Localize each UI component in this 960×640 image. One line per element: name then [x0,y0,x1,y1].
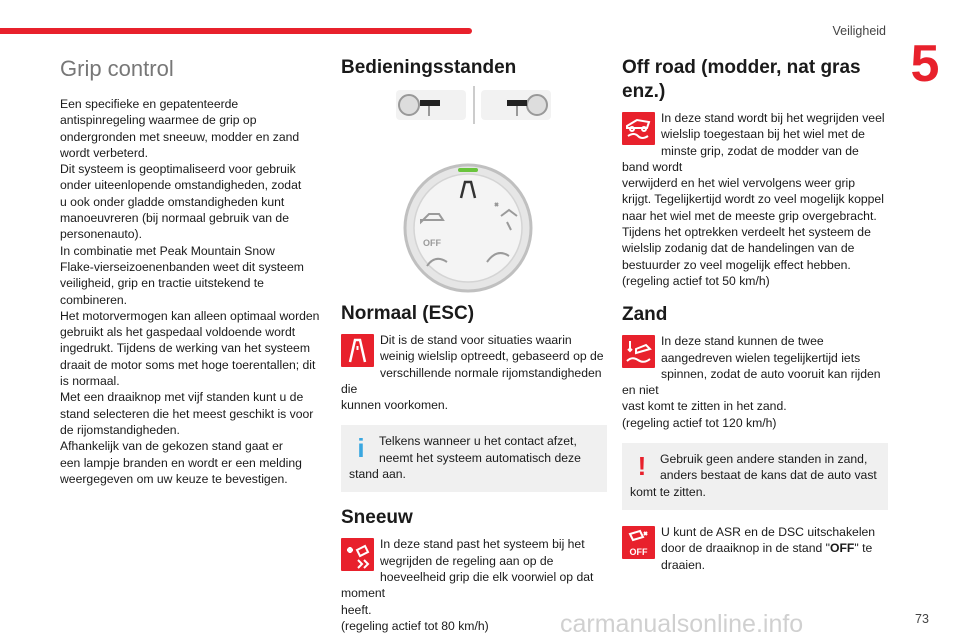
steering-wheel-icon-right [527,95,547,115]
heading-bedieningsstanden: Bedieningsstanden [341,57,517,78]
heading-sneeuw: Sneeuw [341,507,413,529]
offroad-block [622,110,888,289]
warning-icon: ! [637,451,647,482]
section-name: Veiligheid [832,24,886,38]
knob-face [414,174,522,282]
column-other-modes [622,56,888,573]
column-grip-control [60,56,322,487]
steering-wheel-icon-left [399,95,419,115]
page-title: Grip control [60,56,174,81]
zand-description: In deze stand kunnen de twee aangedreven wielen tegelijkertijd iets spinnen, zodat de auto vooruit kan rijden en niet vast komt te zitten in het zand. (regeling actief tot 120 km/h) [622,334,881,430]
zand-note-text: Gebruik geen andere standen in zand, anders bestaat de kans dat de auto vast komt te zitten. [630,452,877,499]
sneeuw-description: In deze stand past het systeem bij het wegrijden de regeling aan op de hoeveelheid grip die elk voorwiel op dat moment heeft. (regeling actief tot 80 km/h) [341,537,594,633]
normaal-block [341,332,607,413]
column-modes [341,56,607,634]
zand-warning-note [622,443,888,510]
off-description-post: " te draaien. [661,541,873,572]
off-word: OFF [829,541,855,556]
watermark: carmanualsonline.info [560,610,804,638]
off-icon-label: OFF [629,546,648,557]
off-mode-icon [622,526,655,559]
grip-control-description: Een specifieke en gepatenteerde antispinregeling waarmee de grip op ondergronden met sneeuw, modder en zand wordt verbeterd. Dit systeem is geoptimaliseerd voor gebruik onder uiteenlopende omstandigheden, zodat u ook onder gladde omstandigheden kunt manoeuvreren (bij normaal gebruik van de personenauto). In combinatie met Peak Mountain Snow Flake-vierseizoenenbanden weet dit systeem veiligheid, grip en tractie uitstekend te combineren. Het motorvermogen kan alleen optimaal worden gebruikt als het gaspedaal voldoende wordt ingedrukt. Tijdens de werking van het systeem draait de motor soms met hoge toerentallen; dit is normaal. Met een draaiknop met vijf standen kunt u de stand selecteren die het meest geschikt is voor de rijomstandigheden. Afhankelijk van de gekozen stand gaat er een lampje branden en wordt er een melding weergegeven om uw keuze te bevestigen. [60,97,320,486]
sand-mode-icon [622,335,655,368]
knob-green-indicator [458,168,478,172]
offroad-description: In deze stand wordt bij het wegrijden veel wielslip toegestaan bij het wiel met de minste grip, zodat de modder van de band wordt verwijderd en het wiel vervolgens weer grip krijgt. Tegelijkertijd wordt zo veel mogelijk koppel naar het wiel met de meeste grip overgebracht. Tijdens het optrekken verdeelt het systeem de wielslip zodanig dat de handelingen van de bestuurder zo veel mogelijk effect hebben. (regeling actief tot 50 km/h) [622,111,885,288]
off-description-pre: U kunt de ASR en de DSC uitschakelen door de draaiknop in de stand " [661,524,876,556]
snow-mode-icon [341,538,374,571]
page-number: 73 [915,612,929,626]
top-accent-bar [0,28,472,34]
off-block [622,524,888,573]
offroad-mode-icon [622,112,655,145]
off-description [622,524,888,573]
info-icon: i [357,433,365,464]
chapter-number: 5 [910,35,940,93]
heading-zand: Zand [622,304,668,326]
normaal-note-text: Telkens wanneer u het contact afzet, neemt het systeem automatisch deze stand aan. [349,434,581,482]
normaal-info-note [341,425,607,492]
zand-block [622,333,888,431]
normaal-description: Dit is de stand voor situaties waarin weinig wielslip optreedt, gebaseerd op de verschillende normale rijomstandigheden die kunnen voorkomen. [341,333,604,413]
normal-mode-icon [341,334,374,367]
knob-off-label: OFF [423,238,441,248]
knob-illustration [341,80,607,300]
heading-normaal: Normaal (ESC) [341,303,475,324]
grip-control-knob-illustration [341,80,607,300]
heading-offroad: Off road (modder, nat gras enz.) [622,57,861,102]
